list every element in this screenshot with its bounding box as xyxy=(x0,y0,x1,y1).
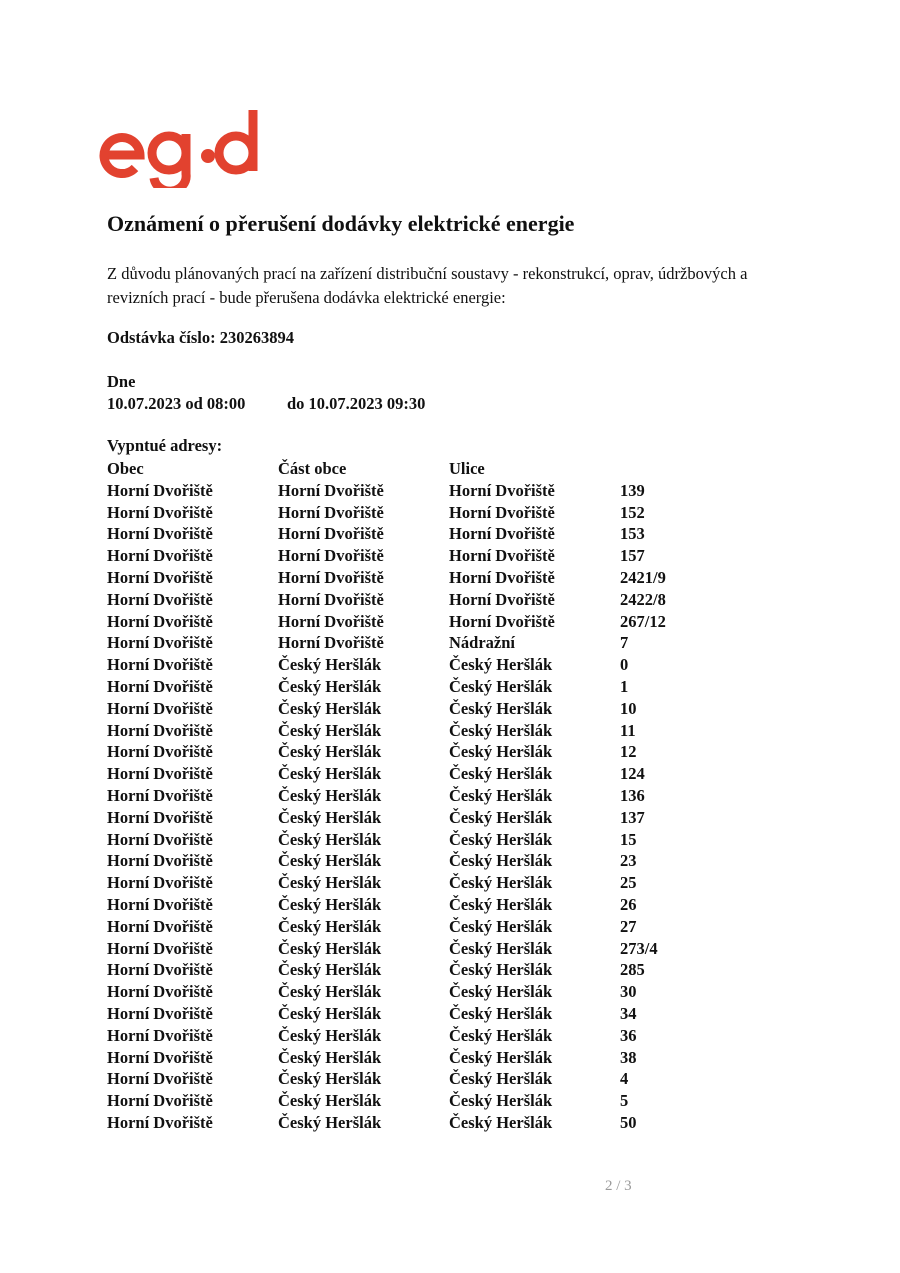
cell-obec: Horní Dvořiště xyxy=(107,524,213,544)
cell-ulice: Český Heršlák xyxy=(449,785,553,805)
cell-number: 2421/9 xyxy=(620,567,666,587)
cell-cast-obce: Český Heršlák xyxy=(278,698,382,718)
column-header-obec: Obec xyxy=(107,459,144,478)
cell-ulice: Horní Dvořiště xyxy=(449,567,555,587)
intro-text: Z důvodu plánovaných prací na zařízení distribuční soustavy - rekonstrukcí, oprav, údržbových a revizních prací - bude přerušena dodávka elektrické energie: xyxy=(107,264,748,307)
cell-obec: Horní Dvořiště xyxy=(107,916,213,936)
cell-number: 27 xyxy=(620,916,637,936)
cell-cast-obce: Český Heršlák xyxy=(278,1112,382,1132)
cell-ulice: Český Heršlák xyxy=(449,764,553,784)
cell-cast-obce: Český Heršlák xyxy=(278,873,382,893)
cell-cast-obce: Český Heršlák xyxy=(278,982,382,1002)
cell-cast-obce: Český Heršlák xyxy=(278,807,382,827)
table-row xyxy=(107,1068,680,1090)
cell-cast-obce: Český Heršlák xyxy=(278,1069,382,1089)
page-number: 2 / 3 xyxy=(605,1178,632,1194)
cell-number: 0 xyxy=(620,655,629,675)
cell-number: 26 xyxy=(620,894,637,914)
cell-obec: Horní Dvořiště xyxy=(107,1047,213,1067)
cell-number: 1 xyxy=(620,676,629,696)
cell-obec: Horní Dvořiště xyxy=(107,742,213,762)
cell-number: 285 xyxy=(620,960,645,980)
cell-obec: Horní Dvořiště xyxy=(107,873,213,893)
cell-number: 30 xyxy=(620,982,637,1002)
cell-obec: Horní Dvořiště xyxy=(107,611,213,631)
cell-obec: Horní Dvořiště xyxy=(107,655,213,675)
cell-number: 11 xyxy=(620,720,636,740)
cell-ulice: Český Heršlák xyxy=(449,1047,553,1067)
table-row xyxy=(107,1003,680,1025)
cell-cast-obce: Český Heršlák xyxy=(278,742,382,762)
table-row xyxy=(107,502,680,524)
cell-obec: Horní Dvořiště xyxy=(107,851,213,871)
table-row xyxy=(107,523,680,545)
cell-number: 15 xyxy=(620,829,637,849)
cell-ulice: Český Heršlák xyxy=(449,1112,553,1132)
cell-obec: Horní Dvořiště xyxy=(107,546,213,566)
cell-cast-obce: Český Heršlák xyxy=(278,764,382,784)
cell-number: 4 xyxy=(620,1069,629,1089)
cell-obec: Horní Dvořiště xyxy=(107,1112,213,1132)
cell-obec: Horní Dvořiště xyxy=(107,807,213,827)
date-to: do 10.07.2023 09:30 xyxy=(287,394,426,413)
cell-number: 124 xyxy=(620,764,645,784)
cell-obec: Horní Dvořiště xyxy=(107,567,213,587)
cell-number: 12 xyxy=(620,742,637,762)
cell-obec: Horní Dvořiště xyxy=(107,589,213,609)
cell-obec: Horní Dvořiště xyxy=(107,785,213,805)
table-row xyxy=(107,763,680,785)
table-row xyxy=(107,829,680,851)
cell-cast-obce: Český Heršlák xyxy=(278,829,382,849)
cell-ulice: Český Heršlák xyxy=(449,938,553,958)
table-row xyxy=(107,654,680,676)
cell-ulice: Český Heršlák xyxy=(449,1003,553,1023)
cell-obec: Horní Dvořiště xyxy=(107,720,213,740)
cell-ulice: Český Heršlák xyxy=(449,982,553,1002)
table-row xyxy=(107,807,680,829)
cell-number: 5 xyxy=(620,1091,629,1111)
cell-cast-obce: Český Heršlák xyxy=(278,785,382,805)
cell-obec: Horní Dvořiště xyxy=(107,1069,213,1089)
cell-ulice: Český Heršlák xyxy=(449,1025,553,1045)
cell-obec: Horní Dvořiště xyxy=(107,1091,213,1111)
cell-number: 139 xyxy=(620,480,645,500)
page-title: Oznámení o přerušení dodávky elektrické energie xyxy=(107,211,575,236)
cell-cast-obce: Český Heršlák xyxy=(278,894,382,914)
cell-cast-obce: Horní Dvořiště xyxy=(278,611,384,631)
cell-number: 157 xyxy=(620,546,645,566)
cell-cast-obce: Český Heršlák xyxy=(278,1003,382,1023)
cell-obec: Horní Dvořiště xyxy=(107,960,213,980)
cell-obec: Horní Dvořiště xyxy=(107,676,213,696)
cell-ulice: Český Heršlák xyxy=(449,960,553,980)
addresses-title: Vypntué adresy: xyxy=(107,436,223,455)
cell-ulice: Horní Dvořiště xyxy=(449,524,555,544)
cell-cast-obce: Horní Dvořiště xyxy=(278,567,384,587)
cell-number: 153 xyxy=(620,524,645,544)
cell-cast-obce: Horní Dvořiště xyxy=(278,480,384,500)
date-label: Dne xyxy=(107,372,136,391)
cell-number: 10 xyxy=(620,698,637,718)
cell-ulice: Český Heršlák xyxy=(449,698,553,718)
cell-obec: Horní Dvořiště xyxy=(107,938,213,958)
date-from: 10.07.2023 od 08:00 xyxy=(107,394,246,413)
table-row xyxy=(107,480,680,502)
cell-ulice: Horní Dvořiště xyxy=(449,589,555,609)
cell-ulice: Český Heršlák xyxy=(449,676,553,696)
cell-obec: Horní Dvořiště xyxy=(107,633,213,653)
table-row xyxy=(107,1047,680,1069)
cell-cast-obce: Český Heršlák xyxy=(278,676,382,696)
cell-ulice: Český Heršlák xyxy=(449,1091,553,1111)
cell-cast-obce: Český Heršlák xyxy=(278,938,382,958)
cell-ulice: Horní Dvořiště xyxy=(449,546,555,566)
cell-obec: Horní Dvořiště xyxy=(107,480,213,500)
cell-obec: Horní Dvořiště xyxy=(107,829,213,849)
table-row xyxy=(107,850,680,872)
cell-cast-obce: Horní Dvořiště xyxy=(278,502,384,522)
cell-number: 25 xyxy=(620,873,637,893)
cell-cast-obce: Český Heršlák xyxy=(278,851,382,871)
cell-obec: Horní Dvořiště xyxy=(107,698,213,718)
cell-ulice: Český Heršlák xyxy=(449,916,553,936)
cell-number: 152 xyxy=(620,502,645,522)
column-header-cast-obce: Část obce xyxy=(278,459,347,478)
address-table xyxy=(107,458,680,1134)
cell-ulice: Horní Dvořiště xyxy=(449,611,555,631)
cell-ulice: Horní Dvořiště xyxy=(449,502,555,522)
table-row xyxy=(107,545,680,567)
cell-cast-obce: Český Heršlák xyxy=(278,916,382,936)
cell-obec: Horní Dvořiště xyxy=(107,1025,213,1045)
cell-cast-obce: Horní Dvořiště xyxy=(278,524,384,544)
cell-number: 38 xyxy=(620,1047,637,1067)
cell-number: 36 xyxy=(620,1025,637,1045)
table-row xyxy=(107,1112,680,1134)
column-header-number xyxy=(620,458,680,480)
table-row xyxy=(107,611,680,633)
cell-ulice: Český Heršlák xyxy=(449,829,553,849)
table-header-row xyxy=(107,458,680,480)
table-row xyxy=(107,567,680,589)
cell-cast-obce: Český Heršlák xyxy=(278,720,382,740)
table-row xyxy=(107,959,680,981)
cell-ulice: Český Heršlák xyxy=(449,742,553,762)
cell-number: 7 xyxy=(620,633,629,653)
cell-ulice: Český Heršlák xyxy=(449,655,553,675)
cell-obec: Horní Dvořiště xyxy=(107,764,213,784)
table-row xyxy=(107,981,680,1003)
egd-logo xyxy=(96,104,266,188)
cell-ulice: Český Heršlák xyxy=(449,873,553,893)
table-row xyxy=(107,676,680,698)
cell-number: 273/4 xyxy=(620,938,658,958)
cell-number: 136 xyxy=(620,785,645,805)
cell-ulice: Český Heršlák xyxy=(449,851,553,871)
cell-ulice: Český Heršlák xyxy=(449,720,553,740)
cell-obec: Horní Dvořiště xyxy=(107,502,213,522)
cell-cast-obce: Český Heršlák xyxy=(278,960,382,980)
cell-number: 267/12 xyxy=(620,611,666,631)
table-row xyxy=(107,785,680,807)
cell-ulice: Horní Dvořiště xyxy=(449,480,555,500)
outage-number: Odstávka číslo: 230263894 xyxy=(107,328,295,347)
table-row xyxy=(107,916,680,938)
cell-number: 23 xyxy=(620,851,637,871)
table-row xyxy=(107,720,680,742)
cell-ulice: Český Heršlák xyxy=(449,894,553,914)
cell-ulice: Český Heršlák xyxy=(449,1069,553,1089)
table-row xyxy=(107,894,680,916)
cell-cast-obce: Český Heršlák xyxy=(278,655,382,675)
cell-number: 2422/8 xyxy=(620,589,666,609)
cell-cast-obce: Horní Dvořiště xyxy=(278,633,384,653)
cell-cast-obce: Český Heršlák xyxy=(278,1047,382,1067)
column-header-ulice: Ulice xyxy=(449,459,485,478)
table-row xyxy=(107,698,680,720)
table-row xyxy=(107,1025,680,1047)
cell-ulice: Český Heršlák xyxy=(449,807,553,827)
table-row xyxy=(107,632,680,654)
table-row xyxy=(107,1090,680,1112)
cell-number: 137 xyxy=(620,807,645,827)
cell-obec: Horní Dvořiště xyxy=(107,982,213,1002)
cell-ulice: Nádražní xyxy=(449,633,515,653)
cell-cast-obce: Horní Dvořiště xyxy=(278,546,384,566)
cell-cast-obce: Horní Dvořiště xyxy=(278,589,384,609)
cell-obec: Horní Dvořiště xyxy=(107,1003,213,1023)
cell-cast-obce: Český Heršlák xyxy=(278,1025,382,1045)
cell-cast-obce: Český Heršlák xyxy=(278,1091,382,1111)
cell-number: 34 xyxy=(620,1003,637,1023)
table-row xyxy=(107,938,680,960)
cell-number: 50 xyxy=(620,1112,637,1132)
table-row xyxy=(107,741,680,763)
table-row xyxy=(107,872,680,894)
cell-obec: Horní Dvořiště xyxy=(107,894,213,914)
table-row xyxy=(107,589,680,611)
